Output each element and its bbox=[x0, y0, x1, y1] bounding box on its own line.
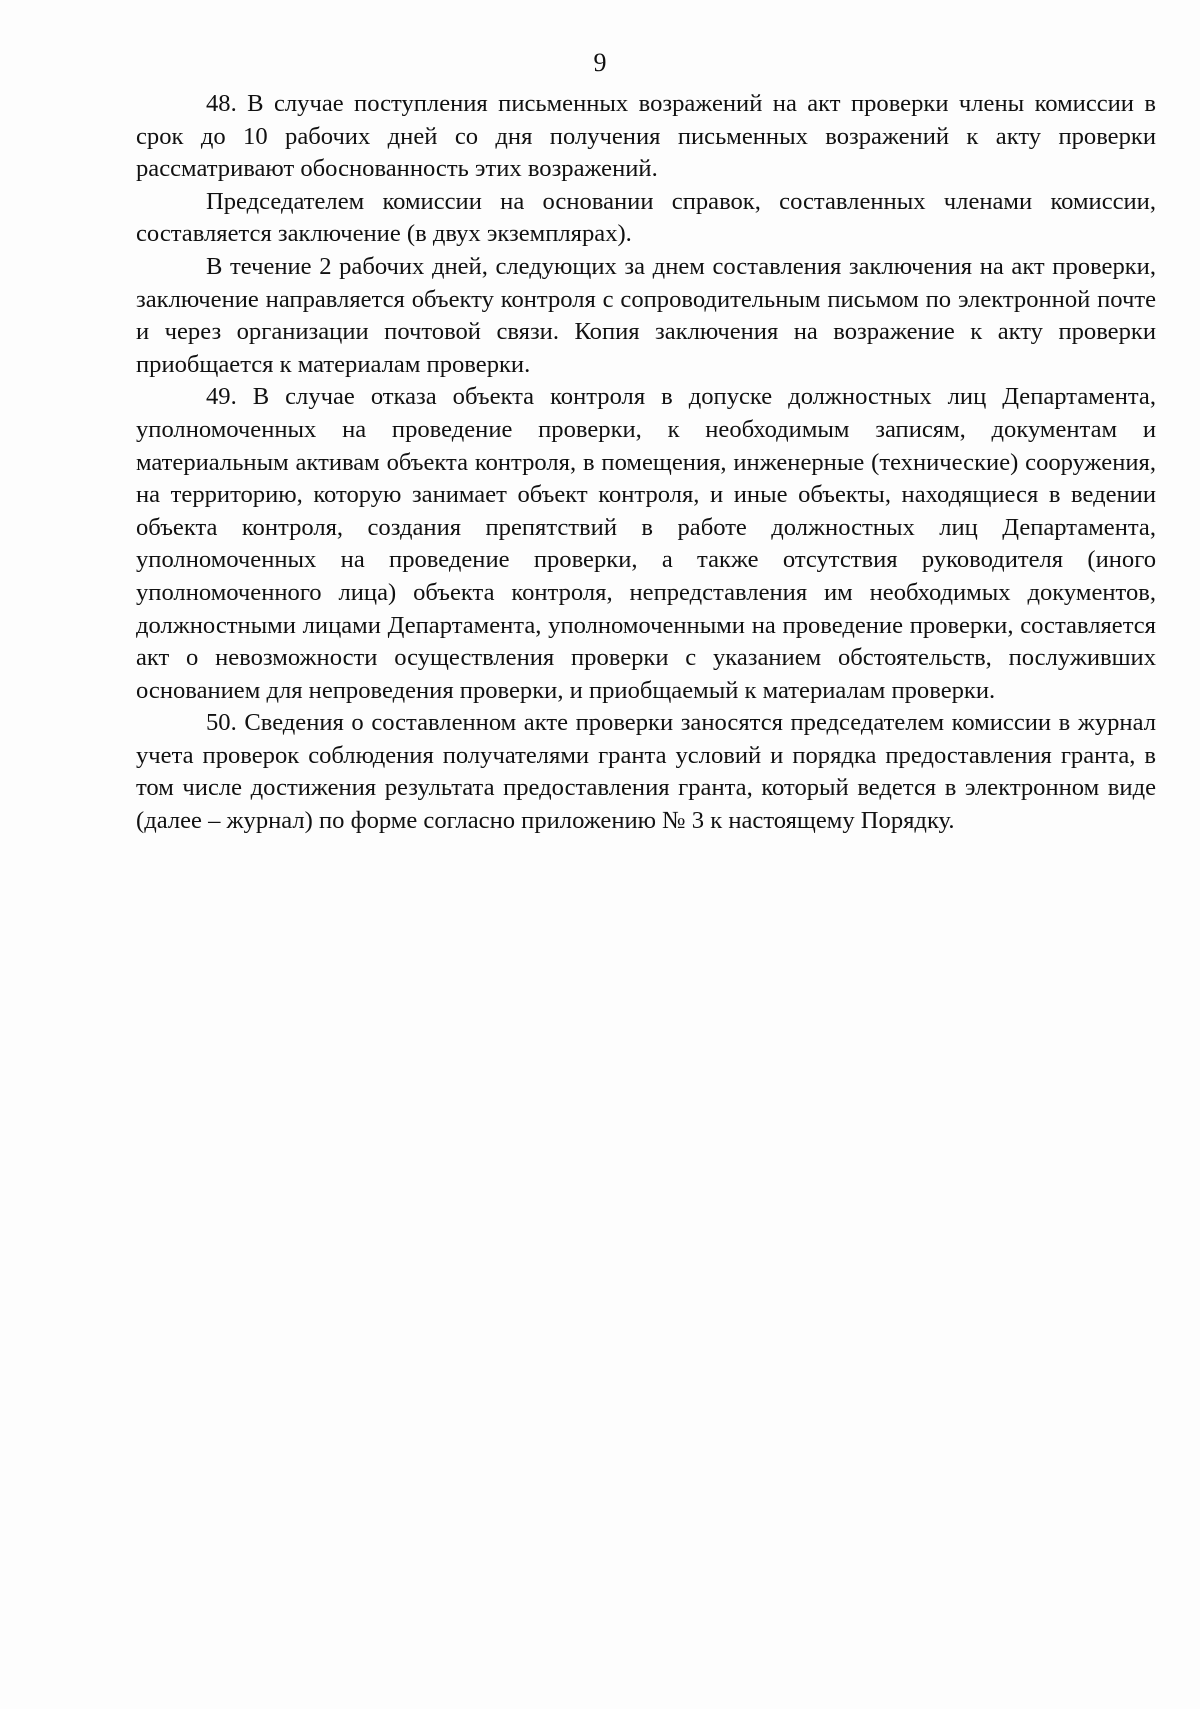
paragraph-48-conclusion-delivery: В течение 2 рабочих дней, следующих за днем составления заключения на акт проверки, заключение направляется объекту контроля с сопроводительным письмом по электронной почте и через организации почтовой связи. Копия заключения на возражение к акту проверки приобщается к материалам проверки. bbox=[136, 252, 1156, 378]
paragraph-48-chairman-conclusion: Председателем комиссии на основании справок, составленных членами комиссии, составляется заключение (в двух экземплярах). bbox=[136, 187, 1156, 248]
document-body bbox=[136, 88, 1156, 838]
page-number: 9 bbox=[593, 48, 607, 77]
paragraph-50: 50. Сведения о составленном акте проверки заносятся председателем комиссии в журнал учета проверок соблюдения получателями гранта условий и порядка предоставления гранта, в том числе достижения результата предоставления гранта, который ведется в электронном виде (далее – журнал) по форме согласно приложению № 3 к настоящему Порядку. bbox=[136, 709, 1156, 835]
paragraph-48: 48. В случае поступления письменных возражений на акт проверки члены комиссии в срок до 10 рабочих дней со дня получения письменных возражений к акту проверки рассматривают обоснованность этих возражений. bbox=[136, 90, 1156, 183]
paragraph-49: 49. В случае отказа объекта контроля в допуске должностных лиц Департамента, уполномоченных на проведение проверки, к необходимым записям, документам и материальным активам объекта контроля, в помещения, инженерные (технические) сооружения, на территорию, которую занимает объект контроля, и иные объекты, находящиеся в ведении объекта контроля, создания препятствий в работе должностных лиц Департамента, уполномоченных на проведение проверки, а также отсутствия руководителя (иного уполномоченного лица) объекта контроля, непредставления им необходимых документов, должностными лицами Департамента, уполномоченными на проведение проверки, составляется акт о невозможности осуществления проверки с указанием обстоятельств, послуживших основанием для непроведения проверки, и приобщаемый к материалам проверки. bbox=[136, 383, 1156, 704]
